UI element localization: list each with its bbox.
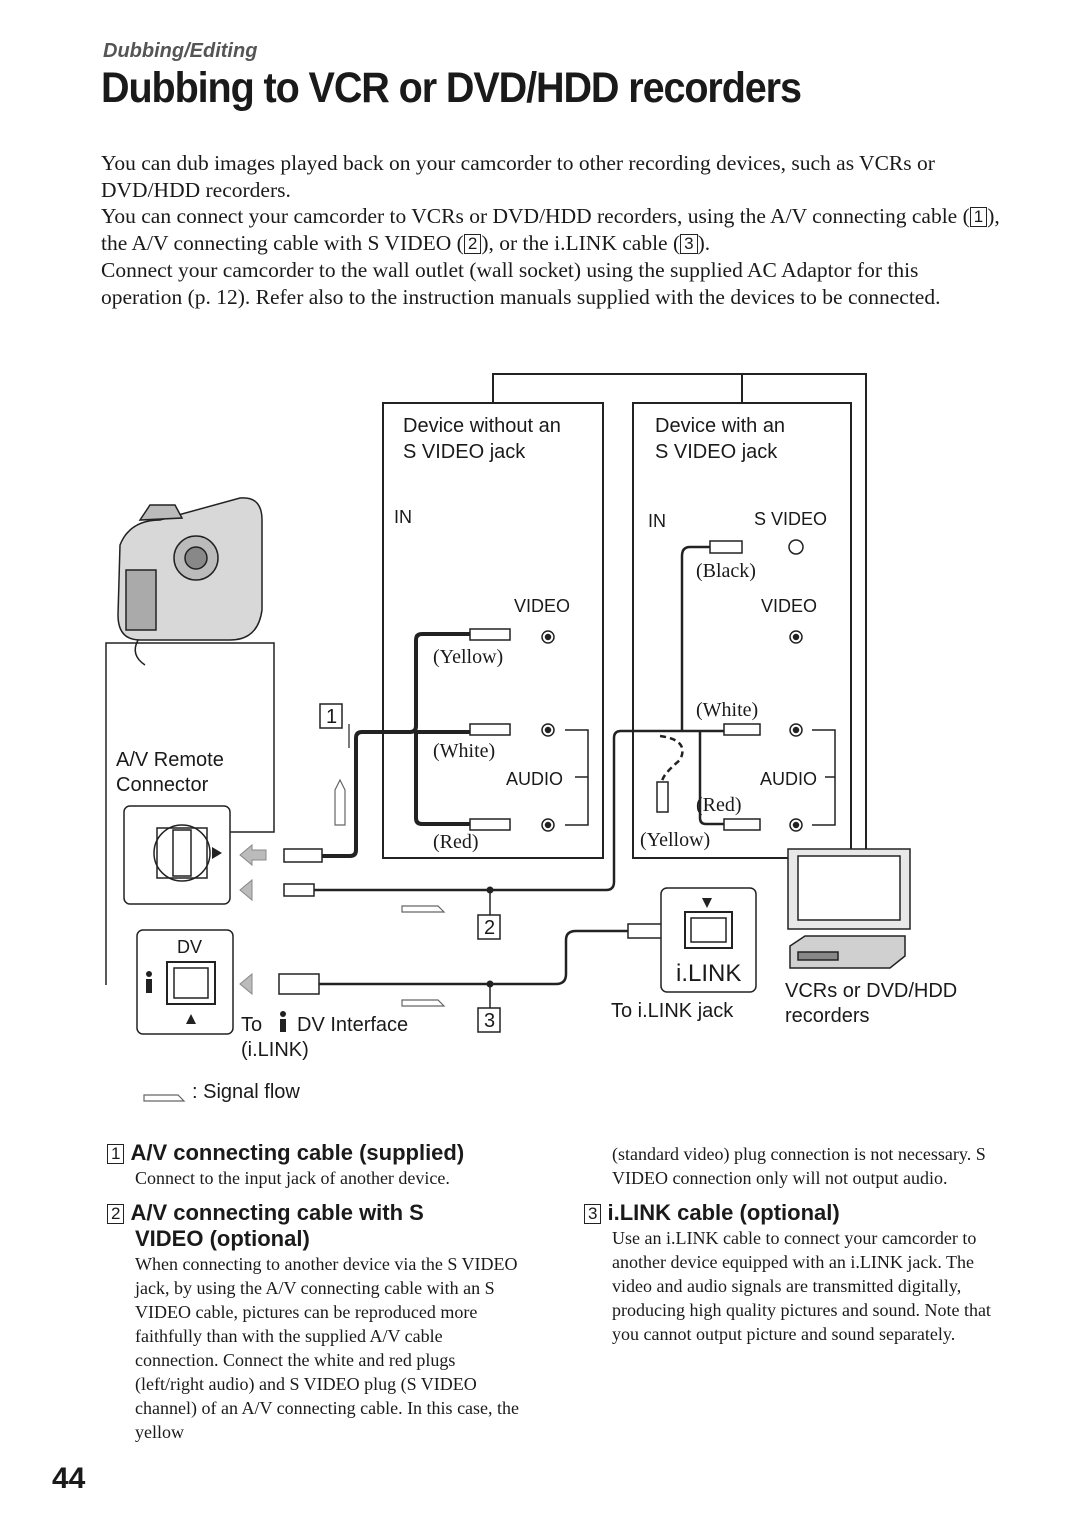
item-3-title: i.LINK cable (optional) (607, 1200, 840, 1225)
page-title: Dubbing to VCR or DVD/HDD recorders (101, 64, 801, 112)
video-label: VIDEO (761, 596, 818, 616)
item-2-title-line-1: A/V connecting cable with S (130, 1200, 424, 1225)
av-remote-label-2: Connector (116, 774, 209, 796)
intro-text: ). (697, 230, 711, 255)
page-number: 44 (52, 1462, 86, 1495)
badge-2: 2 (464, 234, 481, 254)
camcorder-icon (118, 498, 262, 665)
ilink-label: i.LINK (676, 960, 742, 987)
intro-paragraph-3: Connect your camcorder to the wall outlet (wall socket) using the supplied AC Adaptor for this operation (p. 12). Refer also to the instruction manuals supplied with the devices to be connected. (101, 258, 941, 309)
vcrs-label-1: VCRs or DVD/HDD (785, 980, 958, 1002)
badge-3: 3 (584, 1204, 601, 1224)
item-2-body-continued: (standard video) plug connection is not necessary. S VIDEO connection only will not output audio. (612, 1144, 986, 1188)
av-remote-label-1: A/V Remote (116, 749, 224, 771)
device-svideo-label-2: S VIDEO jack (655, 441, 778, 463)
ilink-paren-label: (i.LINK) (241, 1039, 309, 1061)
black-label: (Black) (696, 560, 756, 582)
item-1-title: A/V connecting cable (supplied) (130, 1140, 465, 1165)
badge-3: 3 (484, 1010, 496, 1032)
in-label: IN (648, 511, 666, 531)
right-column (584, 1142, 1004, 1346)
signal-flow-label: : Signal flow (192, 1081, 300, 1103)
intro-text: You can connect your camcorder to VCRs or DVD/HDD recorders, using the A/V connecting cable ( (101, 204, 970, 228)
cable-3 (319, 931, 628, 984)
badge-1: 1 (107, 1144, 124, 1164)
vcrs-label-2: recorders (785, 1005, 870, 1027)
device-no-svideo-label-2: S VIDEO jack (403, 441, 526, 463)
white-label: (White) (433, 740, 496, 762)
item-1-body: Connect to the input jack of another device. (135, 1168, 450, 1188)
white-label: (White) (696, 699, 759, 721)
ilink-icon (280, 1019, 286, 1032)
section-label: Dubbing/Editing (103, 40, 258, 62)
audio-label: AUDIO (760, 769, 818, 789)
badge-2: 2 (484, 917, 496, 939)
red-label: (Red) (433, 831, 479, 853)
connection-diagram (0, 360, 1080, 1120)
item-3-body: Use an i.LINK cable to connect your camcorder to another device equipped with an i.LINK jack. The video and audio signals are transmitted digitally, producing high quality pictures and sound. Note that you cannot output picture and sound separately. (612, 1228, 991, 1344)
video-label: VIDEO (514, 596, 571, 616)
red-label: (Red) (696, 794, 742, 816)
intro-text: ), or the i.LINK cable ( (481, 230, 681, 255)
badge-3: 3 (680, 234, 697, 254)
intro-text: ), the A/V connecting cable with S VIDEO ( (101, 204, 1000, 255)
s-video-label: S VIDEO (754, 509, 828, 529)
in-label: IN (394, 507, 412, 527)
intro-paragraph-1: You can dub images played back on your camcorder to other recording devices, such as VCRs or DVD/HDD recorders. (101, 151, 935, 202)
tv-icon (788, 849, 910, 929)
yellow-label: (Yellow) (433, 646, 504, 668)
left-column (107, 1140, 527, 1444)
dv-interface-label: DV Interface (297, 1014, 409, 1036)
item-2-body: When connecting to another device via the S VIDEO jack, by using the A/V connecting cable with an S VIDEO cable, pictures can be reproduced more faithfully than with the supplied A/V cable connection. Connect the white and red plugs (left/right audio) and S VIDEO plug (S VIDEO channel) of an A/V connecting cable. In this case, the yellow (135, 1254, 520, 1442)
badge-2: 2 (107, 1204, 124, 1224)
item-2-heading (107, 1200, 527, 1252)
badge-1: 1 (970, 207, 987, 227)
yellow-label: (Yellow) (640, 829, 711, 851)
badge-1: 1 (326, 706, 338, 728)
device-no-svideo-label-1: Device without an (403, 415, 561, 437)
to-label: To (241, 1014, 263, 1036)
audio-label: AUDIO (506, 769, 564, 789)
item-1-heading (107, 1140, 527, 1166)
item-3-heading (584, 1200, 1004, 1226)
recorder-icon (790, 936, 905, 968)
item-2-title-line-2: VIDEO (optional) (135, 1226, 310, 1251)
device-svideo-label-1: Device with an (655, 415, 786, 437)
to-ilink-jack-label: To i.LINK jack (611, 1000, 734, 1022)
intro-paragraph-2 (101, 203, 1001, 256)
dv-label: DV (177, 937, 203, 957)
